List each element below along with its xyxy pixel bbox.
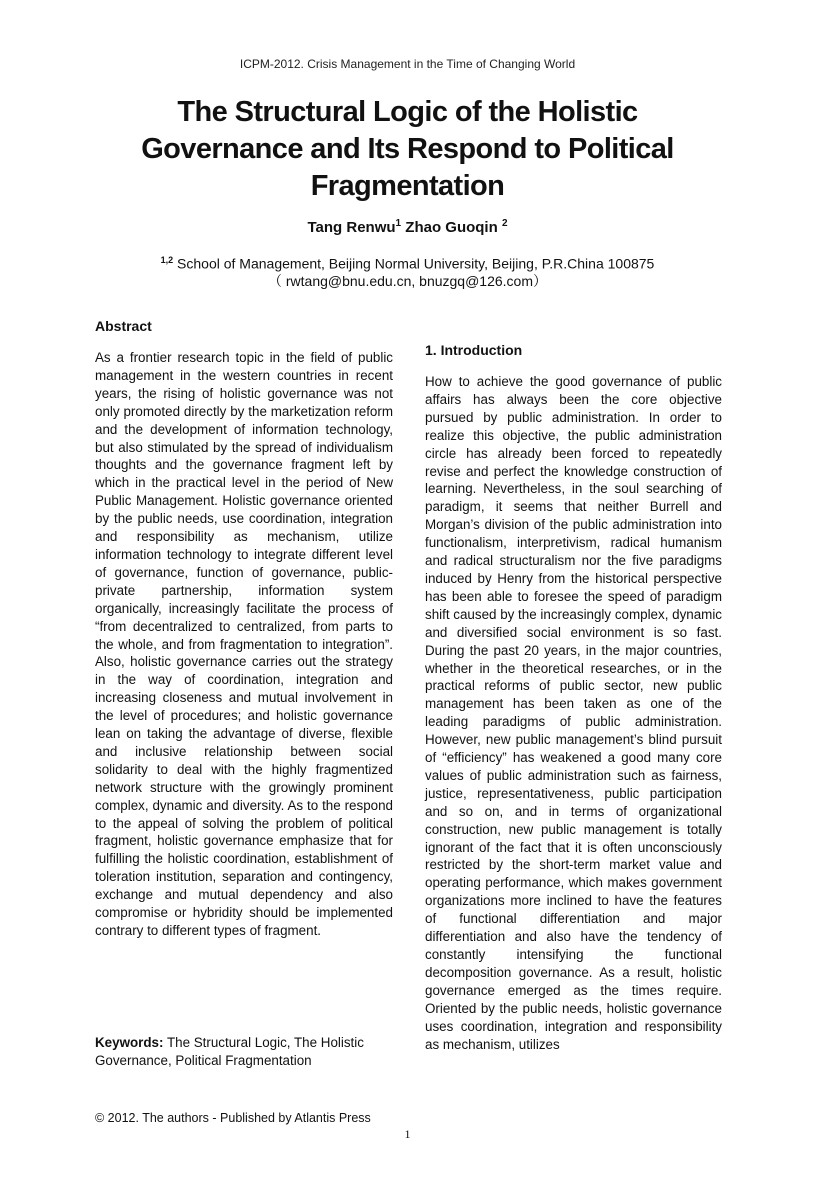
introduction-heading: 1. Introduction [425, 342, 523, 358]
author-2: Zhao Guoqin [405, 219, 498, 236]
author-list [0, 218, 815, 236]
page-number: 1 [404, 1127, 411, 1141]
abstract-body: As a frontier research topic in the field of public management in the western countries in recent years, the rising of holistic governance was not only promoted directly by the marketization reform and the development of information technology, but also stimulated by the spread of individualism thoughts and the governance fragment left by which in the practical level in the period of New Public Management. Holistic governance oriented by the public needs, use coordination, integration and responsibility as mechanism, utilize information technology to integrate different level of governance, function of governance, public-private partnership, information system organically, increasingly facilitate the process of “from decentralized to centralized, from parts to the whole, and from fragmentation to integration”. Also, holistic governance carries out the strategy in the way of coordination, integration and increasing closeness and mutual involvement in the level of procedures; and holistic governance lean on taking the advantage of diverse, flexible and inclusive relationship between social solidarity to deal with the highly fragmentized network structure with the growingly prominent complex, dynamic and diversity. As to the respond to the appeal of solving the problem of political fragment, holistic governance emphasize that for fulfilling the holistic coordination, establishment of toleration institution, separation and contingency, exchange and mutual dependency and also compromise or hybridity should be implemented contrary to different types of fragment. [95, 350, 393, 938]
title-line-3: Fragmentation [310, 170, 505, 202]
running-header: ICPM-2012. Crisis Management in the Time of Changing World [239, 57, 576, 71]
copyright-notice: © 2012. The authors - Published by Atlantis Press [95, 1111, 371, 1125]
abstract-heading: Abstract [95, 318, 152, 334]
affiliation-text: School of Management, Beijing Normal University, Beijing, P.R.China 100875 [177, 255, 655, 272]
paper-title [100, 94, 715, 205]
keywords-text: The Structural Logic, The Holistic Governance, Political Fragmentation [95, 1035, 364, 1068]
keywords [95, 1034, 393, 1070]
keywords-label: Keywords: [95, 1035, 164, 1050]
author-1-affil-mark: 1 [395, 218, 402, 229]
author-emails: （ rwtang@bnu.edu.cn, bnuzgq@126.com） [267, 273, 548, 289]
title-line-1: The Structural Logic of the Holistic [177, 96, 638, 128]
introduction-body: How to achieve the good governance of public affairs has always been the core objective pursued by public administration. In order to realize this objective, the public administration circle has already been forced to repeatedly revise and perfect the knowledge construction of learning. Nevertheless, in the soul searching of paradigm, it seems that neither Burrell and Morgan’s division of the public administration into functionalism, interpretivism, radical humanism and radical structuralism nor the five paradigms induced by Henry from the historical perspective has been able to foresee the speed of paradigm shift caused by the increasingly complex, dynamic and diversified social environment is so fast. During the past 20 years, in the major countries, whether in the theoretical researches, or in the practical reforms of public sector, new public management has been taken as one of the leading paradigms of public administration. However, new public management’s blind pursuit of “efficiency” has weakened a good many core values of public administration such as fairness, justice, representativeness, public participation and so on, and in terms of organizational construction, new public management is totally ignorant of the fact that it is often unconsciously restricted by the short-term market value and operating performance, which makes government organizations more inclined to have the features of functional differentiation and major differentiation and also have the tendency of constantly intensifying the functional decomposition governance. As a result, holistic governance emerged as the times require. Oriented by the public needs, holistic governance uses coordination, integration and responsibility as mechanism, utilizes [425, 374, 722, 1052]
author-1: Tang Renwu [307, 219, 396, 236]
title-line-2: Governance and Its Respond to Political [141, 133, 674, 165]
affiliation-mark: 1,2 [160, 255, 174, 265]
author-2-affil-mark: 2 [501, 218, 508, 229]
